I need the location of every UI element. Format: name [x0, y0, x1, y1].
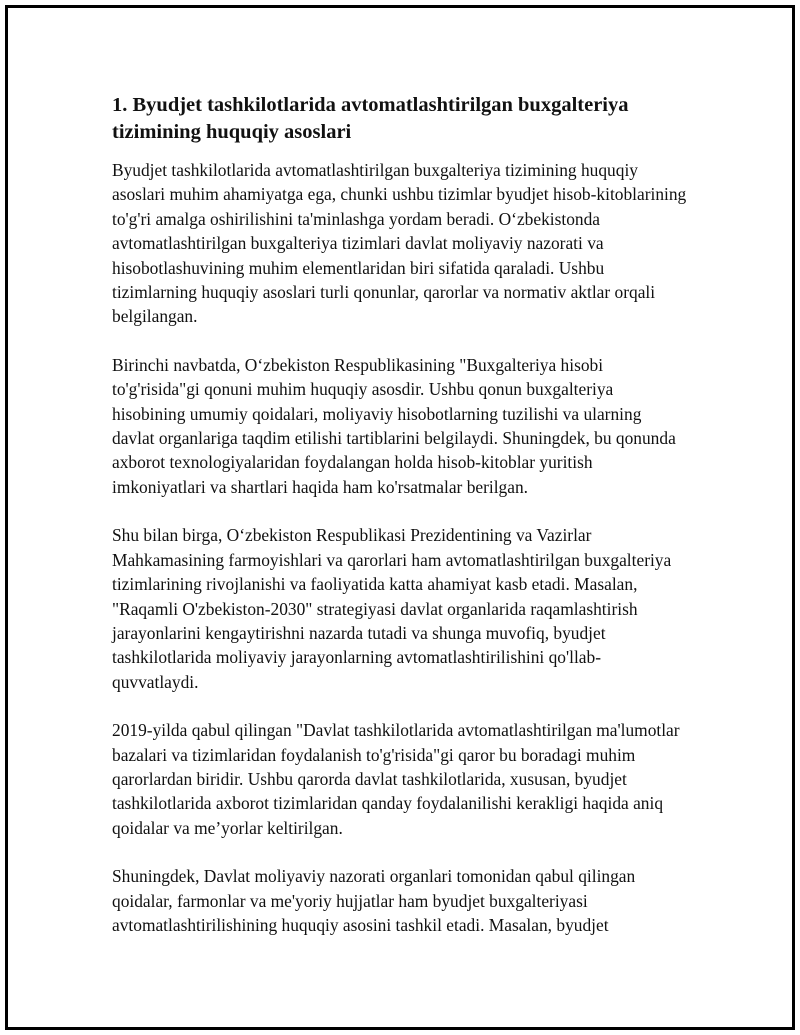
paragraph-2019-resolution: 2019-yilda qabul qilingan "Davlat tashkilotlarida avtomatlashtirilgan ma'lumotlar bazalari va tizimlaridan foydalanish to'g'risida"gi qaror bu boradagi muhim qarorlardan biridir. Ushbu qarorda davlat tashkilotlarida, xususan, byudjet tashkilotlarida axborot tizimlaridan qanday foydalanilishi kerakligi haqida aniq qoidalar va me’yorlar keltirilgan.	[112, 720, 680, 838]
paragraph-presidential-decrees: Shu bilan birga, O‘zbekiston Respublikasi Prezidentining va Vazirlar Mahkamasining farmoyishlari va qarorlari ham avtomatlashtirilgan buxgalteriya tizimlarining rivojlanishi va faoliyatida katta ahamiyat kasb etadi. Masalan, "Raqamli O'zbekiston-2030" strategiyasi davlat organlarida raqamlashtirish jarayonlarini kengaytirishni nazarda tutadi va shunga muvofiq, byudjet tashkilotlarida moliyaviy jarayonlarning avtomatlashtirilishini qo'llab-quvvatlaydi.	[112, 525, 672, 692]
paragraph-accounting-law: Birinchi navbatda, O‘zbekiston Respublikasining "Buxgalteriya hisobi to'g'risida"gi qonuni muhim huquqiy asosdir. Ushbu qonun buxgalteriya hisobining umumiy qoidalari, moliyaviy hisobotlarning tuzilishi va ularning davlat organlariga taqdim etilishi tartiblarini belgilaydi. Shuningdek, bu qonunda axborot texnologiyalaridan foydalangan holda hisob-kitoblar yuritish imkoniyatlari va shartlari haqida ham ko'rsatmalar berilgan.	[112, 354, 676, 497]
document-body	[112, 92, 687, 961]
paragraph-legal-basis-intro: Byudjet tashkilotlarida avtomatlashtirilgan buxgalteriya tizimining huquqiy asoslari muhim ahamiyatga ega, chunki ushbu tizimlar byudjet hisob-kitoblarining to'g'ri amalga oshirilishini ta'minlashga yordam beradi. O‘zbekistonda avtomatlashtirilgan buxgalteriya tizimlari davlat moliyaviy nazorati va hisobotlashuvining muhim elementlaridan biri sifatida qaraladi. Ushbu tizimlarning huquqiy asoslari turli qonunlar, qarorlar va normativ aktlar orqali belgilangan.	[112, 160, 687, 327]
section-heading: 1. Byudjet tashkilotlarida avtomatlashtirilgan buxgalteriya tizimining huquqiy asoslari	[112, 94, 629, 143]
paragraph-financial-control: Shuningdek, Davlat moliyaviy nazorati organlari tomonidan qabul qilingan qoidalar, farmonlar va me'yoriy hujjatlar ham byudjet buxgalteriyasi avtomatlashtirilishining huquqiy asosini tashkil etadi. Masalan, byudjet	[112, 866, 636, 935]
